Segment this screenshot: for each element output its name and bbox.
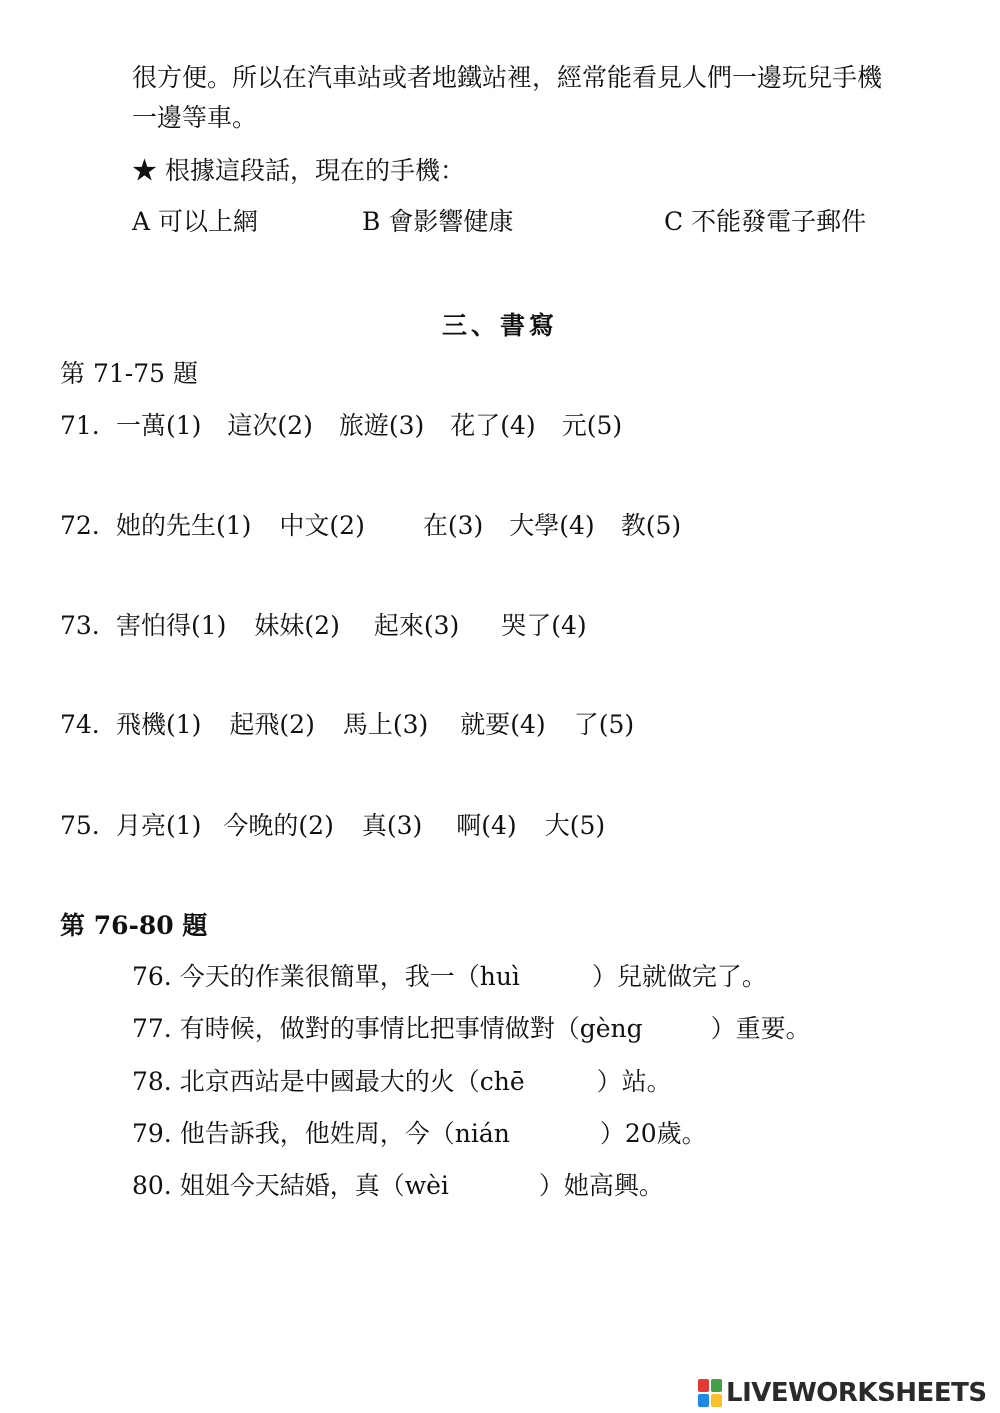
- part2-heading: 第 76-80 題: [60, 911, 208, 940]
- question-72: [60, 510, 681, 542]
- word-tile[interactable]: 月亮(1): [116, 811, 202, 840]
- sentence-before: 78. 北京西站是中國最大的火（: [132, 1067, 480, 1096]
- word-tile[interactable]: 這次(2): [227, 411, 313, 440]
- question-number: 73.: [60, 611, 100, 640]
- word-tile[interactable]: 一萬(1): [116, 411, 202, 440]
- question-77: [132, 1013, 811, 1045]
- sentence-after: ）站。: [596, 1067, 672, 1096]
- liveworksheets-logo: [698, 1376, 987, 1410]
- question-73: [60, 610, 587, 642]
- sentence-before: 76. 今天的作業很簡單，我一（: [132, 962, 480, 991]
- word-tile[interactable]: 哭了(4): [501, 611, 587, 640]
- word-tile[interactable]: 飛機(1): [116, 710, 202, 739]
- word-tile[interactable]: 就要(4): [460, 710, 546, 739]
- word-tile[interactable]: 啊(4): [456, 811, 517, 840]
- word-tile[interactable]: 旅遊(3): [338, 411, 425, 440]
- word-tile[interactable]: 教(5): [620, 511, 682, 540]
- word-tile[interactable]: 元(5): [561, 411, 623, 440]
- logo-mark-icon: [698, 1379, 722, 1407]
- word-tile[interactable]: 害怕得(1): [116, 611, 227, 640]
- sentence-before: 77. 有時候，做對的事情比把事情做對（: [132, 1014, 580, 1043]
- sentence-after: ）兒就做完了。: [591, 962, 767, 991]
- word-tile[interactable]: 大學(4): [509, 511, 595, 540]
- question-79: [132, 1118, 707, 1150]
- section-title: 三、書寫: [441, 311, 558, 340]
- question-71: [60, 410, 622, 442]
- question-number: 72.: [60, 511, 100, 540]
- word-tile[interactable]: 在(3): [422, 511, 484, 540]
- option-b[interactable]: B 會影響健康: [362, 207, 514, 236]
- sentence-before: 80. 姐姐今天結婚，真（: [132, 1171, 405, 1200]
- sentence-after: ）她高興。: [538, 1171, 664, 1200]
- sentence-before: 79. 他告訴我，他姓周，今（: [132, 1119, 455, 1148]
- passage-line-2: 一邊等車。: [132, 103, 258, 132]
- word-tile[interactable]: 花了(4): [450, 411, 536, 440]
- question-78: [132, 1066, 672, 1098]
- pinyin-hint: wèi: [404, 1171, 449, 1200]
- word-tile[interactable]: 今晚的(2): [223, 811, 334, 840]
- word-tile[interactable]: 她的先生(1): [116, 511, 252, 540]
- word-tile[interactable]: 起飛(2): [229, 710, 315, 739]
- word-tile[interactable]: 真(3): [361, 811, 423, 840]
- part1-heading: 第 71-75 題: [60, 359, 198, 388]
- word-tile[interactable]: 大(5): [544, 811, 606, 840]
- word-tile[interactable]: 妹妹(2): [254, 611, 340, 640]
- word-tile[interactable]: 了(5): [573, 710, 635, 739]
- question-number: 74.: [60, 710, 100, 739]
- word-tile[interactable]: 馬上(3): [342, 710, 429, 739]
- pinyin-hint: nián: [454, 1119, 510, 1148]
- question-76: [132, 961, 767, 993]
- pinyin-hint: gèng: [579, 1014, 643, 1043]
- passage-line-1: 很方便。所以在汽車站或者地鐵站裡，經常能看見人們一邊玩兒手機: [132, 63, 883, 92]
- word-tile[interactable]: 中文(2): [279, 511, 365, 540]
- pinyin-hint: chē: [479, 1067, 525, 1096]
- option-c[interactable]: C 不能發電子郵件: [664, 207, 867, 236]
- logo-text: LIVEWORKSHEETS: [726, 1378, 987, 1408]
- question-74: [60, 709, 634, 741]
- question-number: 75.: [60, 811, 100, 840]
- sentence-after: ）重要。: [710, 1014, 811, 1043]
- option-a[interactable]: A 可以上網: [132, 207, 259, 236]
- question-75: [60, 810, 605, 842]
- pinyin-hint: huì: [479, 962, 520, 991]
- question-80: [132, 1170, 664, 1202]
- sentence-after: ）20歲。: [599, 1119, 707, 1148]
- passage-question: ★ 根據這段話，現在的手機：: [132, 156, 465, 185]
- question-number: 71.: [60, 411, 100, 440]
- word-tile[interactable]: 起來(3): [373, 611, 460, 640]
